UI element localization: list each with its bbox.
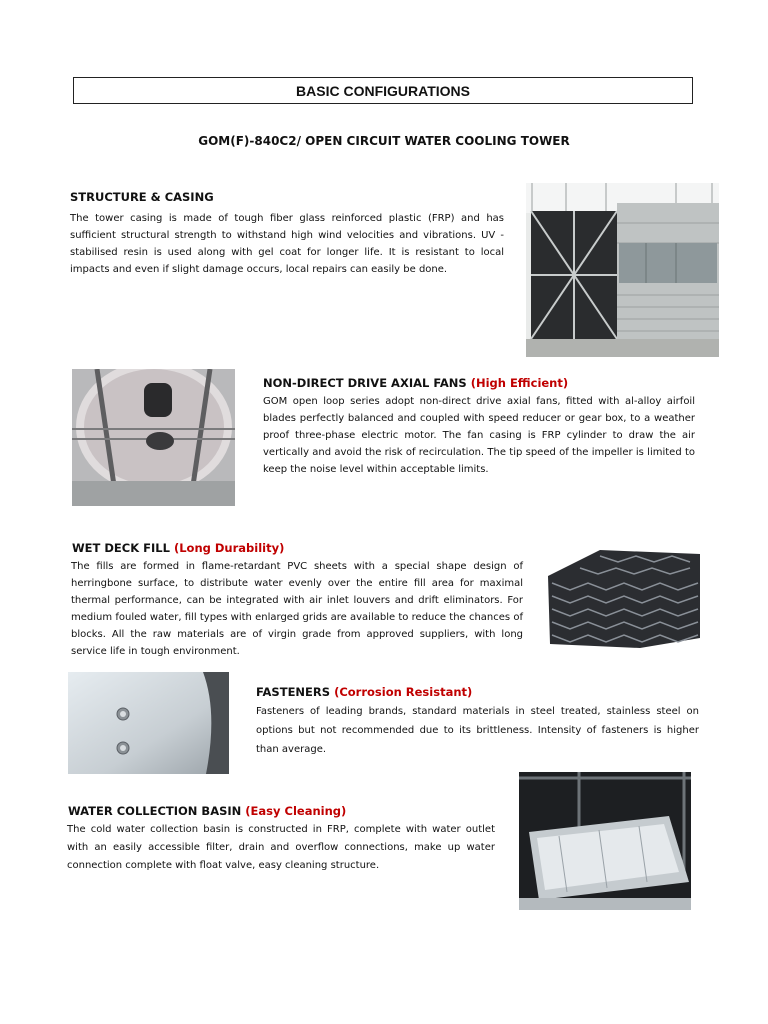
fasteners-heading: FASTENERS (Corrosion Resistant): [256, 685, 473, 699]
page-subtitle: GOM(F)-840C2/ OPEN CIRCUIT WATER COOLING TOWER: [198, 134, 570, 148]
structure-body: The tower casing is made of tough fiber glass reinforced plastic (FRP) and has sufficient structural strength to withstand high wind velocities and vibrations. UV - stabilised resin is used along with gel coat for longer life. It is resistant to local impacts and even if slight damage occurs, local repairs can easily be done.: [70, 213, 504, 275]
fans-heading: NON-DIRECT DRIVE AXIAL FANS (High Efficient): [263, 376, 569, 390]
axial-fan-photo: [72, 369, 235, 506]
basin-highlight: (Easy Cleaning): [245, 804, 347, 818]
water-basin-photo: [519, 772, 691, 910]
fill-highlight: (Long Durability): [173, 541, 285, 555]
fasteners-highlight: (Corrosion Resistant): [334, 685, 473, 699]
basin-body: The cold water collection basin is constructed in FRP, complete with water outlet with an easily accessible filter, drain and overflow connections, make up water connection complete with float valve, easy cleaning structure.: [67, 824, 495, 871]
fill-heading: WET DECK FILL (Long Durability): [72, 541, 285, 555]
wet-deck-fill-photo: [540, 548, 700, 648]
basin-heading: WATER COLLECTION BASIN (Easy Cleaning): [68, 804, 347, 818]
fasteners-photo: [68, 672, 229, 774]
structure-heading: STRUCTURE & CASING: [70, 190, 214, 204]
page-title-box: [73, 77, 693, 104]
fans-highlight: (High Efficient): [470, 376, 569, 390]
cooling-tower-photo: [526, 183, 719, 357]
fill-body: The fills are formed in flame-retardant PVC sheets with a special shape design of herringbone surface, to distribute water evenly over the entire fill area for maximal thermal performance, can be integrated with air inlet louvers and drift eliminators. For medium fouled water, fill types with enlarged grids are available to reduce the chances of blocks. All the raw materials are of virgin grade from approved suppliers, with long service life in tough environment.: [71, 561, 523, 657]
fans-body: GOM open loop series adopt non-direct drive axial fans, fitted with al-alloy airfoil blades perfectly balanced and coupled with speed reducer or gear box, to a weather proof three-phase electric motor. The fan casing is FRP cylinder to draw the air vertically and avoid the risk of recirculation. The tip speed of the impeller is limited to keep the noise level within acceptable limits.: [263, 396, 695, 475]
fasteners-body: Fasteners of leading brands, standard materials in steel treated, stainless steel on options but not recommended due to its brittleness. Intensity of fasteners is higher than average.: [256, 706, 699, 755]
page-title: BASIC CONFIGURATIONS: [296, 82, 470, 99]
